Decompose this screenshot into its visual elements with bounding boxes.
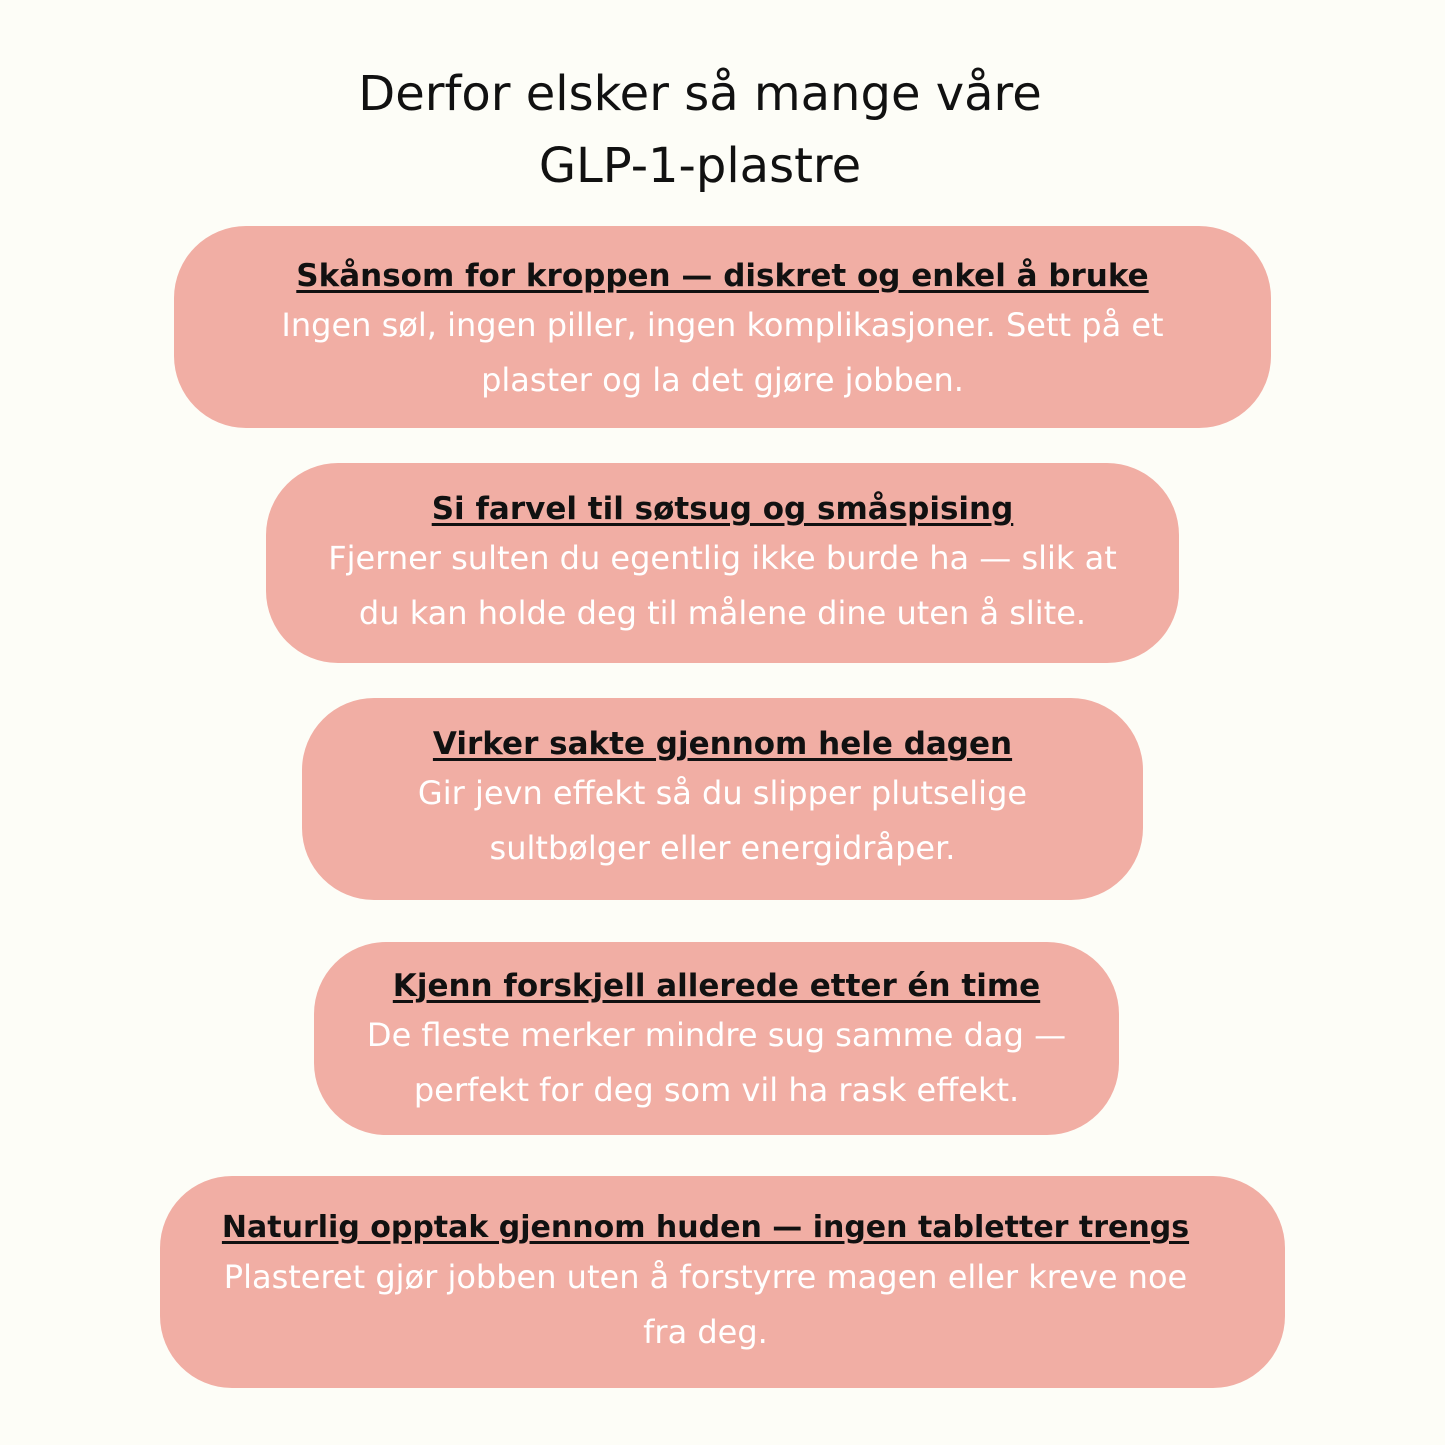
benefit-card-cravings bbox=[266, 463, 1179, 663]
benefit-text-line-1: Ingen søl, ingen piller, ingen komplikasjoner. Sett på et bbox=[281, 306, 1164, 344]
page-title-line-2: GLP-1-plastre bbox=[538, 138, 862, 194]
benefit-card-gentle bbox=[174, 226, 1271, 428]
benefit-heading: Skånsom for kroppen — diskret og enkel å bruke bbox=[296, 258, 1149, 294]
benefit-text-line-1: Fjerner sulten du egentlig ikke burde ha — slik at bbox=[328, 539, 1117, 577]
benefit-card-skin-absorption bbox=[160, 1176, 1285, 1388]
benefit-text-line-1: Plasteret gjør jobben uten å forstyrre magen eller kreve noe bbox=[223, 1258, 1188, 1296]
page-title-line-1: Derfor elsker så mange våre bbox=[358, 66, 1042, 122]
benefit-text-line-2: perfekt for deg som vil ha rask effekt. bbox=[413, 1071, 1020, 1109]
benefit-text-line-2: plaster og la det gjøre jobben. bbox=[481, 361, 964, 399]
benefit-text-line-1: Gir jevn effekt så du slipper plutselige bbox=[417, 774, 1028, 812]
benefit-card-one-hour bbox=[314, 942, 1119, 1135]
benefit-heading: Kjenn forskjell allerede etter én time bbox=[392, 968, 1041, 1004]
benefit-text-line-2: sultbølger eller energidråper. bbox=[489, 829, 956, 867]
benefit-text-line-1: De fleste merker mindre sug samme dag — bbox=[366, 1016, 1067, 1054]
page-title bbox=[0, 58, 1400, 202]
benefit-card-all-day bbox=[302, 698, 1143, 900]
benefit-heading: Si farvel til søtsug og småspising bbox=[431, 491, 1014, 527]
benefit-text-line-2: fra deg. bbox=[643, 1313, 768, 1351]
benefit-heading: Virker sakte gjennom hele dagen bbox=[432, 726, 1013, 762]
benefit-text-line-2: du kan holde deg til målene dine uten å slite. bbox=[358, 594, 1087, 632]
benefit-heading: Naturlig opptak gjennom huden — ingen tabletter trengs bbox=[221, 1210, 1190, 1245]
